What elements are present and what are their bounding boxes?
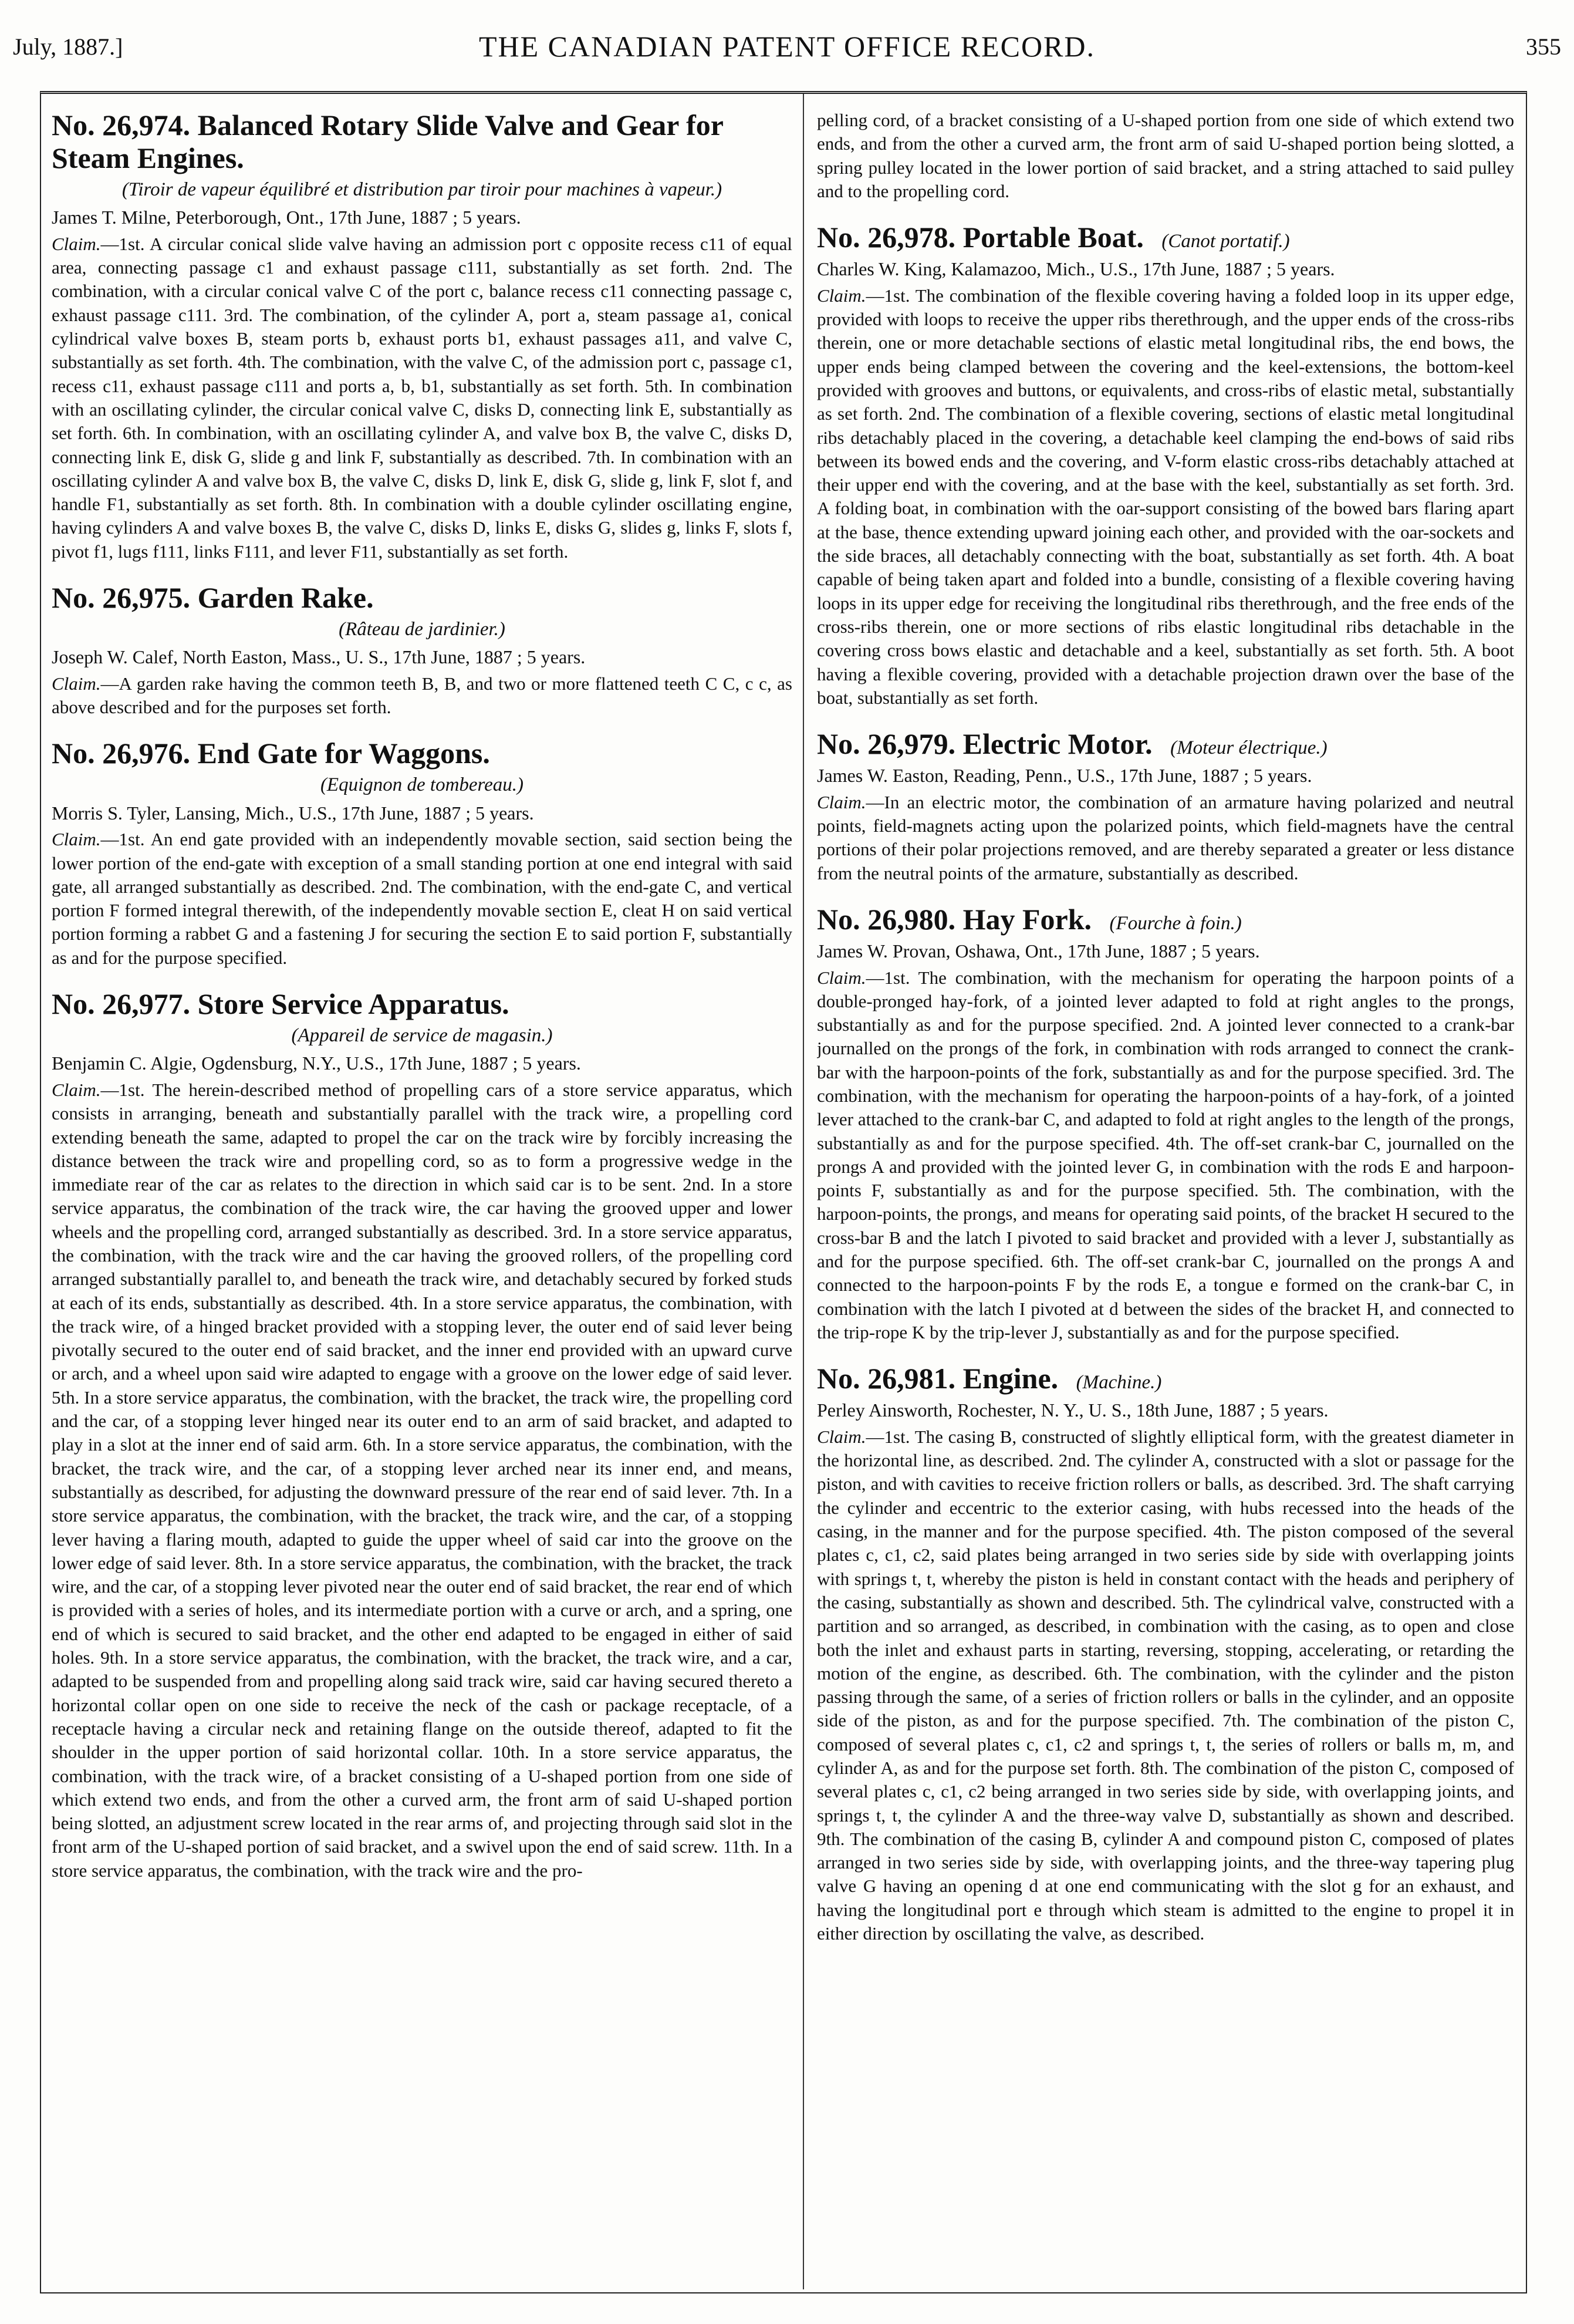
page-number: 355 <box>1526 33 1561 60</box>
french-title: (Equignon de tombereau.) <box>320 774 524 796</box>
column-divider <box>803 94 804 2289</box>
patent-title: Electric Motor. <box>962 727 1153 761</box>
claim-body: —In an electric motor, the combination of an armature having polarized and neutral points, field-magnets acting upon the polarized points, which field-magnets have the central portions of their polar projections removed, and are thereby separated a greater or less distance from the neutral points of the armature, substantially as described. <box>817 791 1514 883</box>
claim-label: Claim. <box>817 1426 866 1447</box>
inventor-line: Charles W. King, Kalamazoo, Mich., U.S., 17th June, 1887 ; 5 years. <box>817 258 1335 280</box>
claim-text <box>52 232 792 564</box>
patent-number: No. 26,975. <box>52 581 191 614</box>
french-title: (Moteur électrique.) <box>1170 737 1328 759</box>
running-head <box>13 29 1561 70</box>
claim-text <box>817 1425 1514 1946</box>
french-title: (Râteau de jardinier.) <box>339 619 505 640</box>
entry-heading <box>52 581 792 614</box>
patent-number: No. 26,976. <box>52 737 191 770</box>
patent-entry-26975 <box>52 581 792 719</box>
claim-text <box>52 1078 792 1883</box>
patent-entry-26977 <box>52 987 792 1883</box>
patent-entry-26979 <box>817 727 1514 885</box>
continued-claim-text: pelling cord, of a bracket consisting of a U-shaped portion from one side of which extend two ends, and from the other a curved arm, the front arm of said U-shaped portion being slotted, a spring pulley located in the lower portion of said bracket, and a string attached to said pulley and to the propelling cord. <box>817 110 1514 201</box>
inventor-line: James W. Easton, Reading, Penn., U.S., 17th June, 1887 ; 5 years. <box>817 765 1312 787</box>
left-column <box>52 109 792 2281</box>
claim-body: —1st. A circular conical slide valve having an admission port c opposite recess c11 of equal area, connecting passage c1 and exhaust passage c111, substantially as set forth. 2nd. The combination, with a circular conical valve C of the port c, balance recess c11 connecting passage c, exhaust passage c111. 3rd. The combination, of the cylinder A, port a, steam passage a1, conical cylindrical valve boxes B, steam ports b, exhaust ports b1, exhaust passages a11, and valve C, substantially as set forth. 4th. The combination, with the valve C, of the admission port c, passage c1, recess c11, exhaust passage c111 and ports a, b, b1, substantially as set forth. 5th. In combination with an oscillating cylinder, the circular conical valve C, disks D, connecting link E, substantially as set forth. 6th. In combination, with an oscillating cylinder A, and valve box B, the valve C, disks D, connecting link E, disk G, slide g and link F, substantially as described. 7th. In combination with an oscillating cylinder A and valve box B, the valve C, disks D, link E, disk G, slide g, link F, slot f, and handle F1, substantially as set forth. 8th. In combination with a double cylinder oscillating engine, having cylinders A and valve boxes B, the valve C, disks D, links E, disks G, slides g, links F, slots f, pivot f1, lugs f111, links F111, and lever F11, substantially as set forth. <box>52 233 792 562</box>
claim-body: —1st. The combination, with the mechanism for operating the harpoon points of a double-pronged hay-fork, of a jointed lever adapted to fold at right angles to the prongs, substantially as and for the purpose specified. 2nd. A jointed lever connected to a crank-bar journalled on the prongs of the fork, in combination with rods arranged to connect the crank-bar with the harpoon-points of the fork, substantially as and for the purpose specified. 3rd. The combination, with the mechanism for operating the harpoon-points of a hay-fork, of a jointed lever attached to the crank-bar C, and adapted to fold at right angles to the length of the prongs, substantially as and for the purpose specified. 4th. The off-set crank-bar C, journalled on the prongs A and provided with the jointed lever G, in combination with the rods E and harpoon-points F, substantially as and for the purpose specified. 5th. The combination, with the harpoon-points, the prongs, and means for operating said points, of the bracket H secured to the cross-bar B and the latch I pivoted to said bracket and provided with a lever J, substantially as and for the purpose specified. 6th. The off-set crank-bar C, journalled on the prongs A and connected to the harpoon-points F by the rods E, a tongue e formed on the crank-bar C, in combination with the latch I pivoted at d between the sides of the bracket H, and connected to the trip-rope K by the trip-lever J, substantially as and for the purpose specified. <box>817 967 1514 1343</box>
patent-entry-26976 <box>52 737 792 970</box>
french-title: (Canot portatif.) <box>1161 231 1290 252</box>
patent-title: Store Service Apparatus. <box>197 987 509 1021</box>
french-title: (Appareil de service de magasin.) <box>291 1025 553 1047</box>
patent-title: Balanced Rotary Slide Valve and Gear for Steam Engines. <box>52 109 724 174</box>
claim-body: —1st. The combination of the flexible covering having a folded loop in its upper edge, provided with loops to receive the upper ribs therethrough, and the upper ends of the cross-ribs therein, one or more detachable sections of elastic metal longitudinal ribs, the end bows, the upper ends being clamped between the covering and the keel-extensions, the bottom-keel provided with grooves and buttons, or equivalents, and cross-ribs of elastic metal, substantially as set forth. 2nd. The combination of a flexible covering, sections of elastic metal longitudinal ribs detachably placed in the covering, a detachable keel clamping the end-bows of said ribs between its bowed ends and the covering, and V-form elastic cross-ribs detachably attached at their upper end with the covering, and at the base with the keel, substantially as set forth. 3rd. A folding boat, in combination with the oar-support consisting of the bowed bars flaring apart at the base, thence extending upward joining each other, and provided with the oar-sockets and the side braces, all detachably connecting with the boat, substantially as set forth. 4th. A boat capable of being taken apart and folded into a bundle, consisting of a flexible covering having loops in its upper edge for receiving the longitudinal ribs therethrough, and the free ends of the cross-ribs therein, one or more sections of ribs elastic longitudinal ribs detachable in the covering cross bows elastic and detachable and a keel, substantially as set forth. 5th. A boot having a flexible covering, provided with a detachable projection drawn over the base of the boat, substantially as set forth. <box>817 285 1514 708</box>
entry-heading <box>52 987 792 1020</box>
inventor-line: Joseph W. Calef, North Easton, Mass., U. S., 17th June, 1887 ; 5 years. <box>52 646 586 668</box>
patent-number: No. 26,977. <box>52 987 191 1021</box>
patent-title: Garden Rake. <box>197 581 374 614</box>
patent-number: No. 26,974. <box>52 109 191 141</box>
entry-heading <box>817 1362 1514 1395</box>
inventor-line: James W. Provan, Oshawa, Ont., 17th June, 1887 ; 5 years. <box>817 940 1260 962</box>
claim-label: Claim. <box>817 285 866 306</box>
entry-heading <box>817 221 1514 254</box>
claim-body: —A garden rake having the common teeth B, B, and two or more flattened teeth C C, c c, as above described and for the purposes set forth. <box>52 673 792 718</box>
claim-label: Claim. <box>52 233 101 254</box>
french-title: (Machine.) <box>1076 1372 1162 1394</box>
claim-text <box>817 966 1514 1345</box>
patent-title: End Gate for Waggons. <box>197 737 490 770</box>
claim-text <box>817 791 1514 885</box>
patent-entry-26980 <box>817 903 1514 1344</box>
french-title: (Fourche à foin.) <box>1109 912 1242 934</box>
issue-date: July, 1887.] <box>13 33 123 60</box>
inventor-line: Perley Ainsworth, Rochester, N. Y., U. S., 18th June, 1887 ; 5 years. <box>817 1399 1329 1421</box>
entry-heading <box>52 737 792 770</box>
patent-title: Hay Fork. <box>962 902 1092 936</box>
claim-text <box>52 672 792 720</box>
patent-number: No. 26,980. <box>817 902 956 936</box>
inventor-line: Benjamin C. Algie, Ogdensburg, N.Y., U.S., 17th June, 1887 ; 5 years. <box>52 1053 581 1074</box>
claim-label: Claim. <box>52 829 101 850</box>
claim-text <box>817 284 1514 710</box>
claim-body: —1st. The casing B, constructed of slightly elliptical form, with the greatest diameter in the horizontal line, as described. 2nd. The cylinder A, constructed with a slot or passage for the piston, and with cavities to receive friction rollers or balls, as described. 3rd. The shaft carrying the cylinder and eccentric to the exterior casing, with hubs recessed into the heads of the casing, in the manner and for the purpose specified. 4th. The piston composed of the several plates c, c1, c2, said plates being arranged in two series side by side with overlapping joints with springs t, t, whereby the piston is held in constant contact with the heads and periphery of the casing, substantially as shown and described. 5th. The cylindrical valve, constructed with a partition and so arranged, as described, in combination with the casing, as to open and close both the inlet and exhaust parts in starting, reversing, stopping, accelerating, or retarding the motion of the engine, as described. 6th. The combination, with the cylinder and the piston passing through the same, of a series of friction rollers or balls in the cylinder, and an opposite side of the piston, as and for the purpose specified. 7th. The combination of the piston C, composed of several plates c, c1, c2 and springs t, t, the series of rollers or balls m, m, and cylinder A, as and for the purpose set forth. 8th. The combination of the piston C, composed of several plates c, c1, c2 being arranged in two series side by side, with overlapping joints, and springs t, t, the cylinder A and the three-way valve D, substantially as shown and described. 9th. The combination of the casing B, cylinder A and compound piston C, composed of plates arranged in two series side by side, with overlapping joints, and the three-way tapering plug valve G having an opening d at one end communicating with the slot g for an exhaust, and having the longitudinal port e through which steam is admitted to the engine to propel it in either direction by oscillating the valve, as described. <box>817 1426 1514 1944</box>
french-title: (Tiroir de vapeur équilibré et distribution par tiroir pour machines à vapeur.) <box>121 179 722 200</box>
claim-label: Claim. <box>52 673 101 694</box>
claim-body: —1st. The herein-described method of propelling cars of a store service apparatus, which consists in arranging, beneath and substantially parallel with the track wire, a propelling cord extending beneath the same, adapted to propel the car on the track wire by forcibly increasing the distance between the track wire and propelling cord, so as to form a progressive wedge in the immediate rear of the car as relates to the direction in which said car is to be sent. 2nd. In a store service apparatus, the combination of the track wire, the car having the grooved upper and lower wheels and the propelling cord, arranged substantially as described. 3rd. In a store service apparatus, the combination, with the track wire and the car having the grooved rollers, of the propelling cord arranged substantially parallel to, and beneath the track wire, and detachably secured by forked studs at each of its ends, substantially as described. 4th. In a store service apparatus, the combination, with the track wire, of a hinged bracket provided with a stopping lever, the outer end of said lever being pivotally secured to the outer end of said bracket, and the inner end provided with an upward curve or arch, and a wheel upon said wire adapted to engage with a groove on the lower edge of said lever. 5th. In a store service apparatus, the combination, with the bracket, the track wire, the propelling cord and the car, of a stopping lever hinged near its outer end to an arm of said bracket, and adapted to play in a slot at the inner end of said arm. 6th. In a store service apparatus, the combination, with the bracket, the track wire, and the car, of a stopping lever arched near its inner end, and means, substantially as described, for adjusting the downward pressure of the rear end of said lever. 7th. In a store service apparatus, the combination, with the bracket, the track wire, and the car, of a stopping lever having a flaring mouth, adapted to guide the upper wheel of said car into the groove on the lower edge of said lever. 8th. In a store service apparatus, the combination, with the bracket, the track wire, and the car, of a stopping lever pivoted near the outer end of said bracket, the rear end of which is provided with a series of holes, and its intermediate portion with a curve or arch, and a spring, one end of which is secured to said bracket, and the other end adapted to be engaged in either of said holes. 9th. In a store service apparatus, the combination, with the bracket, the track wire, and a car, adapted to be suspended from and propelling along said track wire, said car having secured thereto a horizontal collar open on one side to receive the neck of the cash or package receptacle, of a receptacle having a circular neck and retaining flange on the outside thereof, adapted to fit the shoulder in the upper portion of said horizontal collar. 10th. In a store service apparatus, the combination, with the track wire, of a bracket consisting of a U-shaped portion from one side of which extend two ends, and from the other a curved arm, the front arm of said U-shaped portion being slotted, an adjustment screw located in the rear arms of, and projecting through said slot in the front arm of the U-shaped portion of said bracket, and a swivel upon the end of said screw. 11th. In a store service apparatus, the combination, with the track wire and the pro- <box>52 1079 792 1881</box>
patent-number: No. 26,981. <box>817 1362 956 1395</box>
patent-title: Portable Boat. <box>962 221 1144 254</box>
claim-body: —1st. An end gate provided with an independently movable section, said section being the lower portion of the end-gate with exception of a small standing portion at one end integral with said gate, all arranged substantially as described. 2nd. The combination, with the end-gate C, and vertical portion F formed integral therewith, of the independently movable section E, cleat H on said vertical portion forming a rabbet G and a fastening J for securing the section E to said portion F, substantially as and for the purpose specified. <box>52 829 792 968</box>
patent-title: Engine. <box>962 1362 1059 1395</box>
patent-entry-26974 <box>52 109 792 564</box>
patent-number: No. 26,978. <box>817 221 956 254</box>
entry-heading <box>817 727 1514 760</box>
entry-heading <box>52 109 792 174</box>
inventor-line: James T. Milne, Peterborough, Ont., 17th June, 1887 ; 5 years. <box>52 207 521 228</box>
claim-label: Claim. <box>817 791 866 812</box>
entry-heading <box>817 903 1514 936</box>
publication-title: THE CANADIAN PATENT OFFICE RECORD. <box>478 30 1096 63</box>
patent-entry-26981 <box>817 1362 1514 1945</box>
claim-text <box>52 828 792 970</box>
right-column <box>817 109 1514 2281</box>
claim-label: Claim. <box>817 967 866 988</box>
inventor-line: Morris S. Tyler, Lansing, Mich., U.S., 17th June, 1887 ; 5 years. <box>52 802 534 824</box>
patent-number: No. 26,979. <box>817 727 956 761</box>
patent-entry-26978 <box>817 221 1514 710</box>
claim-label: Claim. <box>52 1079 101 1100</box>
